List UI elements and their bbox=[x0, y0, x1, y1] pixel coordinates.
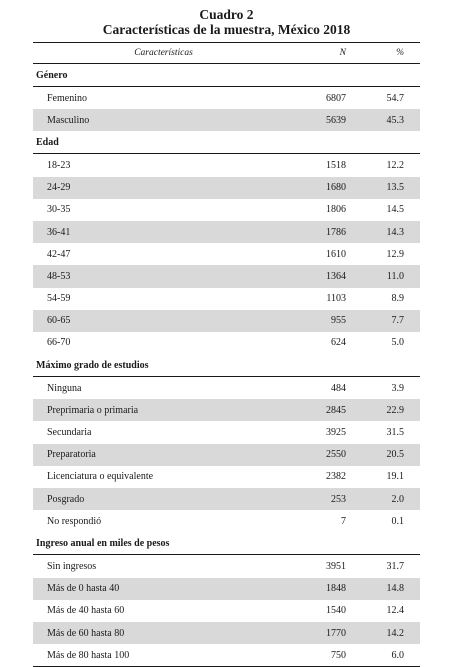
row-percent-value: 14.8 bbox=[386, 583, 404, 595]
row-label: 48-53 bbox=[47, 270, 71, 282]
row-percent-value: 12.9 bbox=[386, 248, 404, 260]
row-n-value: 3925 bbox=[326, 427, 346, 439]
table-row bbox=[33, 265, 420, 287]
row-n-value: 1518 bbox=[326, 159, 346, 171]
row-percent-value: 20.5 bbox=[386, 449, 404, 461]
row-n-value: 1103 bbox=[326, 293, 346, 305]
row-n-value: 1786 bbox=[326, 226, 346, 238]
row-label: Más de 40 hasta 60 bbox=[47, 605, 125, 617]
table-row bbox=[33, 199, 420, 221]
table-row bbox=[33, 444, 420, 466]
section-header: Género bbox=[33, 64, 420, 87]
row-percent-value: 14.5 bbox=[386, 204, 404, 216]
row-n-value: 2550 bbox=[326, 449, 346, 461]
row-percent-value: 12.4 bbox=[386, 605, 404, 617]
row-label: Sin ingresos bbox=[47, 560, 97, 572]
row-label: Posgrado bbox=[47, 493, 85, 505]
table-row bbox=[33, 154, 420, 176]
row-percent-value: 12.2 bbox=[386, 159, 404, 171]
section-header: Edad bbox=[33, 131, 420, 154]
row-percent-value: 5.0 bbox=[391, 337, 404, 349]
row-label: Secundaria bbox=[47, 427, 92, 439]
table-row bbox=[33, 421, 420, 443]
row-percent-value: 14.3 bbox=[386, 226, 404, 238]
table-row bbox=[33, 600, 420, 622]
row-label: Femenino bbox=[47, 92, 87, 104]
row-label: Preprimaria o primaria bbox=[47, 404, 139, 416]
row-label: Licenciatura o equivalente bbox=[47, 471, 154, 483]
row-percent-value: 6.0 bbox=[391, 649, 404, 661]
row-n-value: 3951 bbox=[326, 560, 346, 572]
table-title: Características de la muestra, México 2018 bbox=[102, 22, 351, 37]
row-label: 42-47 bbox=[47, 248, 71, 260]
table-row bbox=[33, 310, 420, 332]
table-header-row bbox=[33, 43, 420, 64]
table-row bbox=[33, 488, 420, 510]
row-n-value: 2845 bbox=[326, 404, 346, 416]
row-n-value: 750 bbox=[331, 649, 346, 661]
table-row bbox=[33, 221, 420, 243]
row-percent-value: 54.7 bbox=[386, 92, 404, 104]
row-label: 24-29 bbox=[47, 182, 71, 194]
row-percent-value: 19.1 bbox=[386, 471, 404, 483]
header-n: N bbox=[339, 48, 346, 58]
row-n-value: 253 bbox=[331, 493, 346, 505]
table-row bbox=[33, 644, 420, 666]
row-percent-value: 45.3 bbox=[386, 114, 404, 126]
row-n-value: 1806 bbox=[326, 204, 346, 216]
table-row bbox=[33, 466, 420, 488]
row-percent-value: 2.0 bbox=[391, 493, 404, 505]
table-caption bbox=[0, 7, 453, 37]
table-row bbox=[33, 87, 420, 109]
row-percent-value: 22.9 bbox=[386, 404, 404, 416]
row-label: 30-35 bbox=[47, 204, 71, 216]
row-label: Preparatoria bbox=[47, 449, 96, 461]
row-percent-value: 11.0 bbox=[386, 270, 404, 282]
row-label: 54-59 bbox=[47, 293, 71, 305]
table-row bbox=[33, 399, 420, 421]
row-n-value: 1848 bbox=[326, 583, 346, 595]
table-row bbox=[33, 288, 420, 310]
row-percent-value: 31.7 bbox=[386, 560, 404, 572]
row-n-value: 484 bbox=[331, 382, 346, 394]
row-label: Más de 60 hasta 80 bbox=[47, 627, 125, 639]
row-percent-value: 14.2 bbox=[386, 627, 404, 639]
row-n-value: 1610 bbox=[326, 248, 346, 260]
sample-characteristics-table bbox=[33, 42, 420, 667]
row-label: 66-70 bbox=[47, 337, 71, 349]
header-percent: % bbox=[396, 48, 404, 58]
table-row bbox=[33, 332, 420, 354]
row-n-value: 1770 bbox=[326, 627, 346, 639]
table-row bbox=[33, 377, 420, 399]
table-body bbox=[33, 64, 420, 666]
row-percent-value: 13.5 bbox=[386, 182, 404, 194]
table-row bbox=[33, 109, 420, 131]
row-n-value: 7 bbox=[341, 515, 346, 527]
row-label: Más de 0 hasta 40 bbox=[47, 583, 120, 595]
row-n-value: 624 bbox=[331, 337, 346, 349]
row-label: No respondió bbox=[47, 515, 102, 527]
row-percent-value: 3.9 bbox=[391, 382, 404, 394]
row-percent-value: 31.5 bbox=[386, 427, 404, 439]
row-n-value: 1540 bbox=[326, 605, 346, 617]
section-header: Ingreso anual en miles de pesos bbox=[33, 532, 420, 555]
table-row bbox=[33, 555, 420, 577]
row-label: 36-41 bbox=[47, 226, 71, 238]
row-n-value: 2382 bbox=[326, 471, 346, 483]
row-n-value: 955 bbox=[331, 315, 346, 327]
row-label: 60-65 bbox=[47, 315, 71, 327]
row-percent-value: 8.9 bbox=[391, 293, 404, 305]
header-characteristics: Características bbox=[134, 48, 193, 58]
table-row bbox=[33, 578, 420, 600]
table-row bbox=[33, 243, 420, 265]
row-label: 18-23 bbox=[47, 159, 71, 171]
row-percent-value: 7.7 bbox=[391, 315, 404, 327]
table-number: Cuadro 2 bbox=[199, 7, 254, 22]
table-row bbox=[33, 510, 420, 532]
table-row bbox=[33, 622, 420, 644]
row-label: Masculino bbox=[47, 114, 90, 126]
row-percent-value: 0.1 bbox=[391, 515, 404, 527]
table-row bbox=[33, 177, 420, 199]
row-n-value: 1680 bbox=[326, 182, 346, 194]
row-n-value: 1364 bbox=[326, 270, 346, 282]
row-n-value: 5639 bbox=[326, 114, 346, 126]
section-header: Máximo grado de estudios bbox=[33, 354, 420, 377]
row-label: Ninguna bbox=[47, 382, 82, 394]
row-n-value: 6807 bbox=[326, 92, 346, 104]
row-label: Más de 80 hasta 100 bbox=[47, 649, 130, 661]
